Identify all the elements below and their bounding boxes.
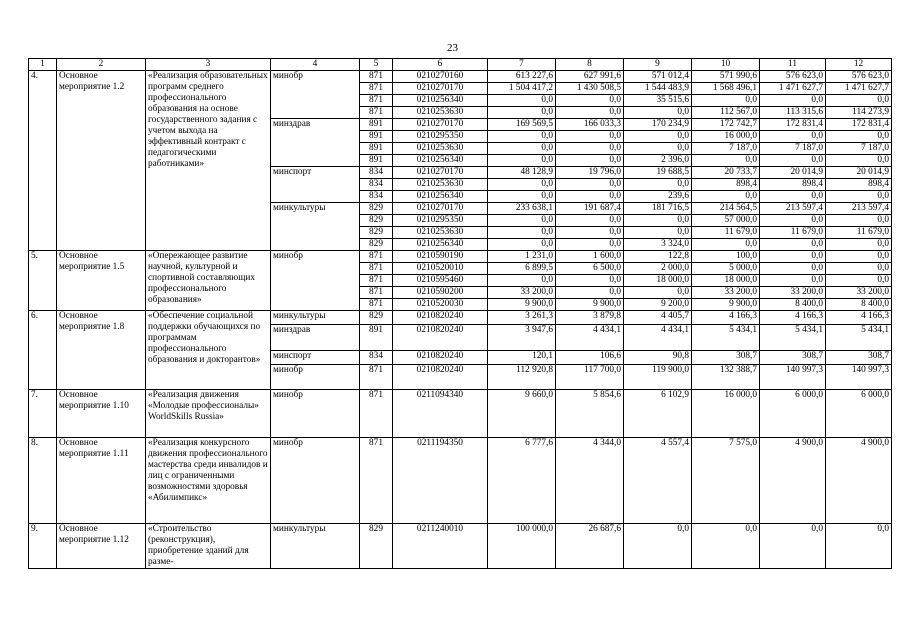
- amount-cell: 0,0: [488, 215, 556, 227]
- amount-cell: 233 638,1: [488, 203, 556, 215]
- amount-cell: 0,0: [826, 191, 892, 203]
- item-number: 7.: [29, 390, 57, 438]
- table-row: [29, 251, 892, 263]
- budget-code: 0210520010: [393, 263, 488, 275]
- amount-cell: 1 600,0: [556, 251, 624, 263]
- amount-cell: 5 000,0: [692, 263, 760, 275]
- grbs-code: 871: [360, 95, 393, 107]
- amount-cell: 4 434,1: [556, 325, 624, 351]
- activity-description: «Опережающее развитие научной, культурной и спортивной составляющих профессионального образования»: [146, 251, 271, 311]
- amount-cell: 9 200,0: [624, 299, 692, 311]
- amount-cell: 6 102,9: [624, 390, 692, 438]
- executor-org: минобр: [271, 438, 360, 524]
- amount-cell: 5 434,1: [760, 325, 826, 351]
- header-cell: 2: [57, 59, 146, 71]
- grbs-code: 834: [360, 179, 393, 191]
- amount-cell: 308,7: [826, 351, 892, 365]
- amount-cell: 0,0: [556, 179, 624, 191]
- amount-cell: 0,0: [624, 215, 692, 227]
- header-cell: 8: [556, 59, 624, 71]
- amount-cell: 0,0: [692, 191, 760, 203]
- amount-cell: 11 679,0: [826, 227, 892, 239]
- grbs-code: 871: [360, 275, 393, 287]
- budget-code: 0210253630: [393, 107, 488, 119]
- amount-cell: 213 597,4: [826, 203, 892, 215]
- budget-code: 0210820240: [393, 365, 488, 390]
- amount-cell: 172 742,7: [692, 119, 760, 131]
- grbs-code: 871: [360, 71, 393, 83]
- budget-code: 0210295350: [393, 215, 488, 227]
- amount-cell: 5 434,1: [692, 325, 760, 351]
- amount-cell: 4 557,4: [624, 438, 692, 524]
- amount-cell: 0,0: [760, 524, 826, 569]
- amount-cell: 20 014,9: [826, 167, 892, 179]
- budget-code: 0210256340: [393, 95, 488, 107]
- executor-org: минкультуры: [271, 203, 360, 251]
- header-cell: 3: [146, 59, 271, 71]
- amount-cell: 213 597,4: [760, 203, 826, 215]
- grbs-code: 871: [360, 299, 393, 311]
- executor-org: минобр: [271, 390, 360, 438]
- amount-cell: 5 854,6: [556, 390, 624, 438]
- amount-cell: 57 000,0: [692, 215, 760, 227]
- amount-cell: 4 900,0: [826, 438, 892, 524]
- amount-cell: 4 344,0: [556, 438, 624, 524]
- amount-cell: 0,0: [826, 275, 892, 287]
- grbs-code: 829: [360, 524, 393, 569]
- header-cell: 11: [760, 59, 826, 71]
- amount-cell: 0,0: [556, 239, 624, 251]
- amount-cell: 106,6: [556, 351, 624, 365]
- amount-cell: 18 000,0: [692, 275, 760, 287]
- activity-name: Основное мероприятие 1.5: [57, 251, 146, 311]
- amount-cell: 6 899,5: [488, 263, 556, 275]
- amount-cell: 120,1: [488, 351, 556, 365]
- grbs-code: 871: [360, 287, 393, 299]
- amount-cell: 0,0: [488, 107, 556, 119]
- amount-cell: 0,0: [556, 107, 624, 119]
- amount-cell: 0,0: [488, 239, 556, 251]
- amount-cell: 100 000,0: [488, 524, 556, 569]
- table-row: [29, 71, 892, 83]
- activity-name: Основное мероприятие 1.10: [57, 390, 146, 438]
- amount-cell: 112 920,8: [488, 365, 556, 390]
- amount-cell: 33 200,0: [760, 287, 826, 299]
- amount-cell: 0,0: [760, 95, 826, 107]
- amount-cell: 0,0: [760, 239, 826, 251]
- amount-cell: 898,4: [692, 179, 760, 191]
- activity-name: Основное мероприятие 1.12: [57, 524, 146, 569]
- grbs-code: 871: [360, 438, 393, 524]
- amount-cell: 90,8: [624, 351, 692, 365]
- amount-cell: 214 564,5: [692, 203, 760, 215]
- grbs-code: 829: [360, 239, 393, 251]
- amount-cell: 571 012,4: [624, 71, 692, 83]
- amount-cell: 11 679,0: [692, 227, 760, 239]
- amount-cell: 8 400,0: [760, 299, 826, 311]
- amount-cell: 166 033,3: [556, 119, 624, 131]
- amount-cell: 571 990,6: [692, 71, 760, 83]
- amount-cell: 6 777,6: [488, 438, 556, 524]
- table-row: [29, 524, 892, 569]
- amount-cell: 0,0: [624, 227, 692, 239]
- amount-cell: 9 660,0: [488, 390, 556, 438]
- amount-cell: 576 623,0: [760, 71, 826, 83]
- item-number: 5.: [29, 251, 57, 311]
- activity-name: Основное мероприятие 1.2: [57, 71, 146, 251]
- amount-cell: 627 991,6: [556, 71, 624, 83]
- page-number: 23: [447, 42, 458, 54]
- table-row: [29, 390, 892, 438]
- amount-cell: 191 687,4: [556, 203, 624, 215]
- header-cell: 10: [692, 59, 760, 71]
- budget-code: 0211194350: [393, 438, 488, 524]
- amount-cell: 898,4: [826, 179, 892, 191]
- amount-cell: 7 187,0: [760, 143, 826, 155]
- amount-cell: 0,0: [692, 239, 760, 251]
- amount-cell: 0,0: [488, 275, 556, 287]
- amount-cell: 7 575,0: [692, 438, 760, 524]
- amount-cell: 20 014,9: [760, 167, 826, 179]
- amount-cell: 169 569,5: [488, 119, 556, 131]
- activity-description: «Строительство (реконструкция), приобретение зданий для разме-: [146, 524, 271, 569]
- amount-cell: 0,0: [488, 155, 556, 167]
- amount-cell: 0,0: [826, 95, 892, 107]
- amount-cell: 3 261,3: [488, 311, 556, 325]
- amount-cell: 1 471 627,7: [826, 83, 892, 95]
- activity-description: «Реализация образовательных программ среднего профессионального образования на основе государственного задания с учетом выхода на эффективный контракт с педагогическими работниками»: [146, 71, 271, 251]
- budget-code: 0210820240: [393, 351, 488, 365]
- amount-cell: 26 687,6: [556, 524, 624, 569]
- grbs-code: 834: [360, 351, 393, 365]
- amount-cell: 16 000,0: [692, 131, 760, 143]
- amount-cell: 1 504 417,2: [488, 83, 556, 95]
- amount-cell: 0,0: [692, 155, 760, 167]
- amount-cell: 0,0: [556, 215, 624, 227]
- amount-cell: 33 200,0: [826, 287, 892, 299]
- executor-org: минспорт: [271, 167, 360, 203]
- activity-description: «Реализация движения «Молодые профессионалы» WorldSkills Russia»: [146, 390, 271, 438]
- amount-cell: 0,0: [826, 239, 892, 251]
- amount-cell: 6 500,0: [556, 263, 624, 275]
- activity-name: Основное мероприятие 1.11: [57, 438, 146, 524]
- amount-cell: 4 166,3: [692, 311, 760, 325]
- amount-cell: 170 234,9: [624, 119, 692, 131]
- item-number: 8.: [29, 438, 57, 524]
- amount-cell: 9 900,0: [488, 299, 556, 311]
- budget-code: 0210520030: [393, 299, 488, 311]
- budget-code: 0210270170: [393, 119, 488, 131]
- amount-cell: 8 400,0: [826, 299, 892, 311]
- amount-cell: 0,0: [624, 107, 692, 119]
- budget-code: 0210253630: [393, 227, 488, 239]
- header-cell: 7: [488, 59, 556, 71]
- amount-cell: 0,0: [760, 215, 826, 227]
- amount-cell: 172 831,4: [826, 119, 892, 131]
- budget-code: 0210590200: [393, 287, 488, 299]
- header-cell: 9: [624, 59, 692, 71]
- grbs-code: 891: [360, 131, 393, 143]
- amount-cell: 9 900,0: [556, 299, 624, 311]
- grbs-code: 871: [360, 251, 393, 263]
- grbs-code: 829: [360, 215, 393, 227]
- grbs-code: 891: [360, 119, 393, 131]
- header-cell: 12: [826, 59, 892, 71]
- amount-cell: 0,0: [556, 143, 624, 155]
- amount-cell: 132 388,7: [692, 365, 760, 390]
- amount-cell: 0,0: [624, 287, 692, 299]
- amount-cell: 181 716,5: [624, 203, 692, 215]
- amount-cell: 6 000,0: [826, 390, 892, 438]
- amount-cell: 19 688,5: [624, 167, 692, 179]
- amount-cell: 0,0: [826, 215, 892, 227]
- amount-cell: 0,0: [624, 179, 692, 191]
- executor-org: минобр: [271, 365, 360, 390]
- grbs-code: 834: [360, 167, 393, 179]
- amount-cell: 613 227,6: [488, 71, 556, 83]
- amount-cell: 0,0: [760, 131, 826, 143]
- amount-cell: 239,6: [624, 191, 692, 203]
- amount-cell: 0,0: [826, 155, 892, 167]
- amount-cell: 2 396,0: [624, 155, 692, 167]
- amount-cell: 33 200,0: [692, 287, 760, 299]
- grbs-code: 891: [360, 325, 393, 351]
- budget-table: [28, 58, 892, 569]
- budget-code: 0210590190: [393, 251, 488, 263]
- amount-cell: 35 515,6: [624, 95, 692, 107]
- budget-code: 0210270170: [393, 83, 488, 95]
- executor-org: минздрав: [271, 325, 360, 351]
- amount-cell: 3 324,0: [624, 239, 692, 251]
- amount-cell: 0,0: [556, 155, 624, 167]
- table-body: [29, 71, 892, 569]
- amount-cell: 7 187,0: [826, 143, 892, 155]
- amount-cell: 7 187,0: [692, 143, 760, 155]
- header-row: [29, 59, 892, 71]
- amount-cell: 3 947,6: [488, 325, 556, 351]
- budget-code: 0210256340: [393, 239, 488, 251]
- amount-cell: 0,0: [760, 275, 826, 287]
- amount-cell: 1 471 627,7: [760, 83, 826, 95]
- grbs-code: 871: [360, 83, 393, 95]
- amount-cell: 0,0: [760, 191, 826, 203]
- executor-org: минспорт: [271, 351, 360, 365]
- budget-code: 0211240010: [393, 524, 488, 569]
- amount-cell: 3 879,8: [556, 311, 624, 325]
- amount-cell: 4 166,3: [826, 311, 892, 325]
- executor-org: минобр: [271, 71, 360, 119]
- amount-cell: 0,0: [760, 155, 826, 167]
- amount-cell: 0,0: [826, 251, 892, 263]
- grbs-code: 871: [360, 365, 393, 390]
- budget-code: 0210595460: [393, 275, 488, 287]
- grbs-code: 834: [360, 191, 393, 203]
- header-cell: 4: [271, 59, 360, 71]
- budget-code: 0210253630: [393, 143, 488, 155]
- budget-code: 0210820240: [393, 325, 488, 351]
- amount-cell: 5 434,1: [826, 325, 892, 351]
- amount-cell: 122,8: [624, 251, 692, 263]
- amount-cell: 576 623,0: [826, 71, 892, 83]
- amount-cell: 0,0: [624, 524, 692, 569]
- amount-cell: 18 000,0: [624, 275, 692, 287]
- budget-code: 0210256340: [393, 191, 488, 203]
- amount-cell: 1 544 483,9: [624, 83, 692, 95]
- header-cell: 5: [360, 59, 393, 71]
- budget-code: 0211094340: [393, 390, 488, 438]
- amount-cell: 0,0: [692, 95, 760, 107]
- item-number: 9.: [29, 524, 57, 569]
- amount-cell: 119 900,0: [624, 365, 692, 390]
- amount-cell: 0,0: [826, 524, 892, 569]
- activity-name: Основное мероприятие 1.8: [57, 311, 146, 390]
- amount-cell: 0,0: [488, 95, 556, 107]
- amount-cell: 0,0: [760, 251, 826, 263]
- amount-cell: 898,4: [760, 179, 826, 191]
- budget-code: 0210270160: [393, 71, 488, 83]
- amount-cell: 0,0: [556, 131, 624, 143]
- amount-cell: 4 900,0: [760, 438, 826, 524]
- amount-cell: 113 315,6: [760, 107, 826, 119]
- amount-cell: 11 679,0: [760, 227, 826, 239]
- amount-cell: 114 273,9: [826, 107, 892, 119]
- amount-cell: 0,0: [488, 179, 556, 191]
- budget-code: 0210256340: [393, 155, 488, 167]
- executor-org: минобр: [271, 251, 360, 311]
- amount-cell: 4 434,1: [624, 325, 692, 351]
- table-row: [29, 438, 892, 524]
- amount-cell: 19 796,0: [556, 167, 624, 179]
- amount-cell: 0,0: [556, 191, 624, 203]
- activity-description: «Обеспечение социальной поддержки обучающихся по программам профессионального образования и докторантов»: [146, 311, 271, 390]
- executor-org: минздрав: [271, 119, 360, 167]
- executor-org: минкультуры: [271, 311, 360, 325]
- grbs-code: 871: [360, 263, 393, 275]
- amount-cell: 4 166,3: [760, 311, 826, 325]
- amount-cell: 0,0: [488, 191, 556, 203]
- header-cell: 1: [29, 59, 57, 71]
- activity-description: «Реализация конкурсного движения профессионального мастерства среди инвалидов и лиц с ограниченными возможностями здоровья «Абилимпикс»: [146, 438, 271, 524]
- grbs-code: 871: [360, 390, 393, 438]
- amount-cell: 308,7: [760, 351, 826, 365]
- amount-cell: 20 733,7: [692, 167, 760, 179]
- amount-cell: 0,0: [692, 524, 760, 569]
- amount-cell: 1 430 508,5: [556, 83, 624, 95]
- budget-code: 0210253630: [393, 179, 488, 191]
- amount-cell: 0,0: [556, 95, 624, 107]
- amount-cell: 117 700,0: [556, 365, 624, 390]
- amount-cell: 172 831,4: [760, 119, 826, 131]
- amount-cell: 140 997,3: [826, 365, 892, 390]
- amount-cell: 16 000,0: [692, 390, 760, 438]
- amount-cell: 1 231,0: [488, 251, 556, 263]
- amount-cell: 308,7: [692, 351, 760, 365]
- budget-code: 0210295350: [393, 131, 488, 143]
- amount-cell: 33 200,0: [488, 287, 556, 299]
- budget-code: 0210270170: [393, 203, 488, 215]
- grbs-code: 891: [360, 143, 393, 155]
- amount-cell: 0,0: [624, 131, 692, 143]
- amount-cell: 112 567,0: [692, 107, 760, 119]
- grbs-code: 829: [360, 227, 393, 239]
- grbs-code: 891: [360, 155, 393, 167]
- item-number: 4.: [29, 71, 57, 251]
- amount-cell: 0,0: [826, 131, 892, 143]
- amount-cell: 6 000,0: [760, 390, 826, 438]
- amount-cell: 100,0: [692, 251, 760, 263]
- amount-cell: 2 000,0: [624, 263, 692, 275]
- grbs-code: 871: [360, 107, 393, 119]
- executor-org: минкультуры: [271, 524, 360, 569]
- amount-cell: 0,0: [488, 143, 556, 155]
- amount-cell: 0,0: [556, 275, 624, 287]
- amount-cell: 0,0: [624, 143, 692, 155]
- grbs-code: 829: [360, 203, 393, 215]
- amount-cell: 140 997,3: [760, 365, 826, 390]
- header-cell: 6: [393, 59, 488, 71]
- table-row: [29, 311, 892, 325]
- amount-cell: 9 900,0: [692, 299, 760, 311]
- amount-cell: 1 568 496,1: [692, 83, 760, 95]
- grbs-code: 829: [360, 311, 393, 325]
- amount-cell: 0,0: [488, 131, 556, 143]
- amount-cell: 0,0: [488, 227, 556, 239]
- item-number: 6.: [29, 311, 57, 390]
- amount-cell: 48 128,9: [488, 167, 556, 179]
- amount-cell: 0,0: [556, 287, 624, 299]
- amount-cell: 0,0: [826, 263, 892, 275]
- amount-cell: 0,0: [760, 263, 826, 275]
- amount-cell: 0,0: [556, 227, 624, 239]
- amount-cell: 4 405,7: [624, 311, 692, 325]
- budget-code: 0210820240: [393, 311, 488, 325]
- budget-code: 0210270170: [393, 167, 488, 179]
